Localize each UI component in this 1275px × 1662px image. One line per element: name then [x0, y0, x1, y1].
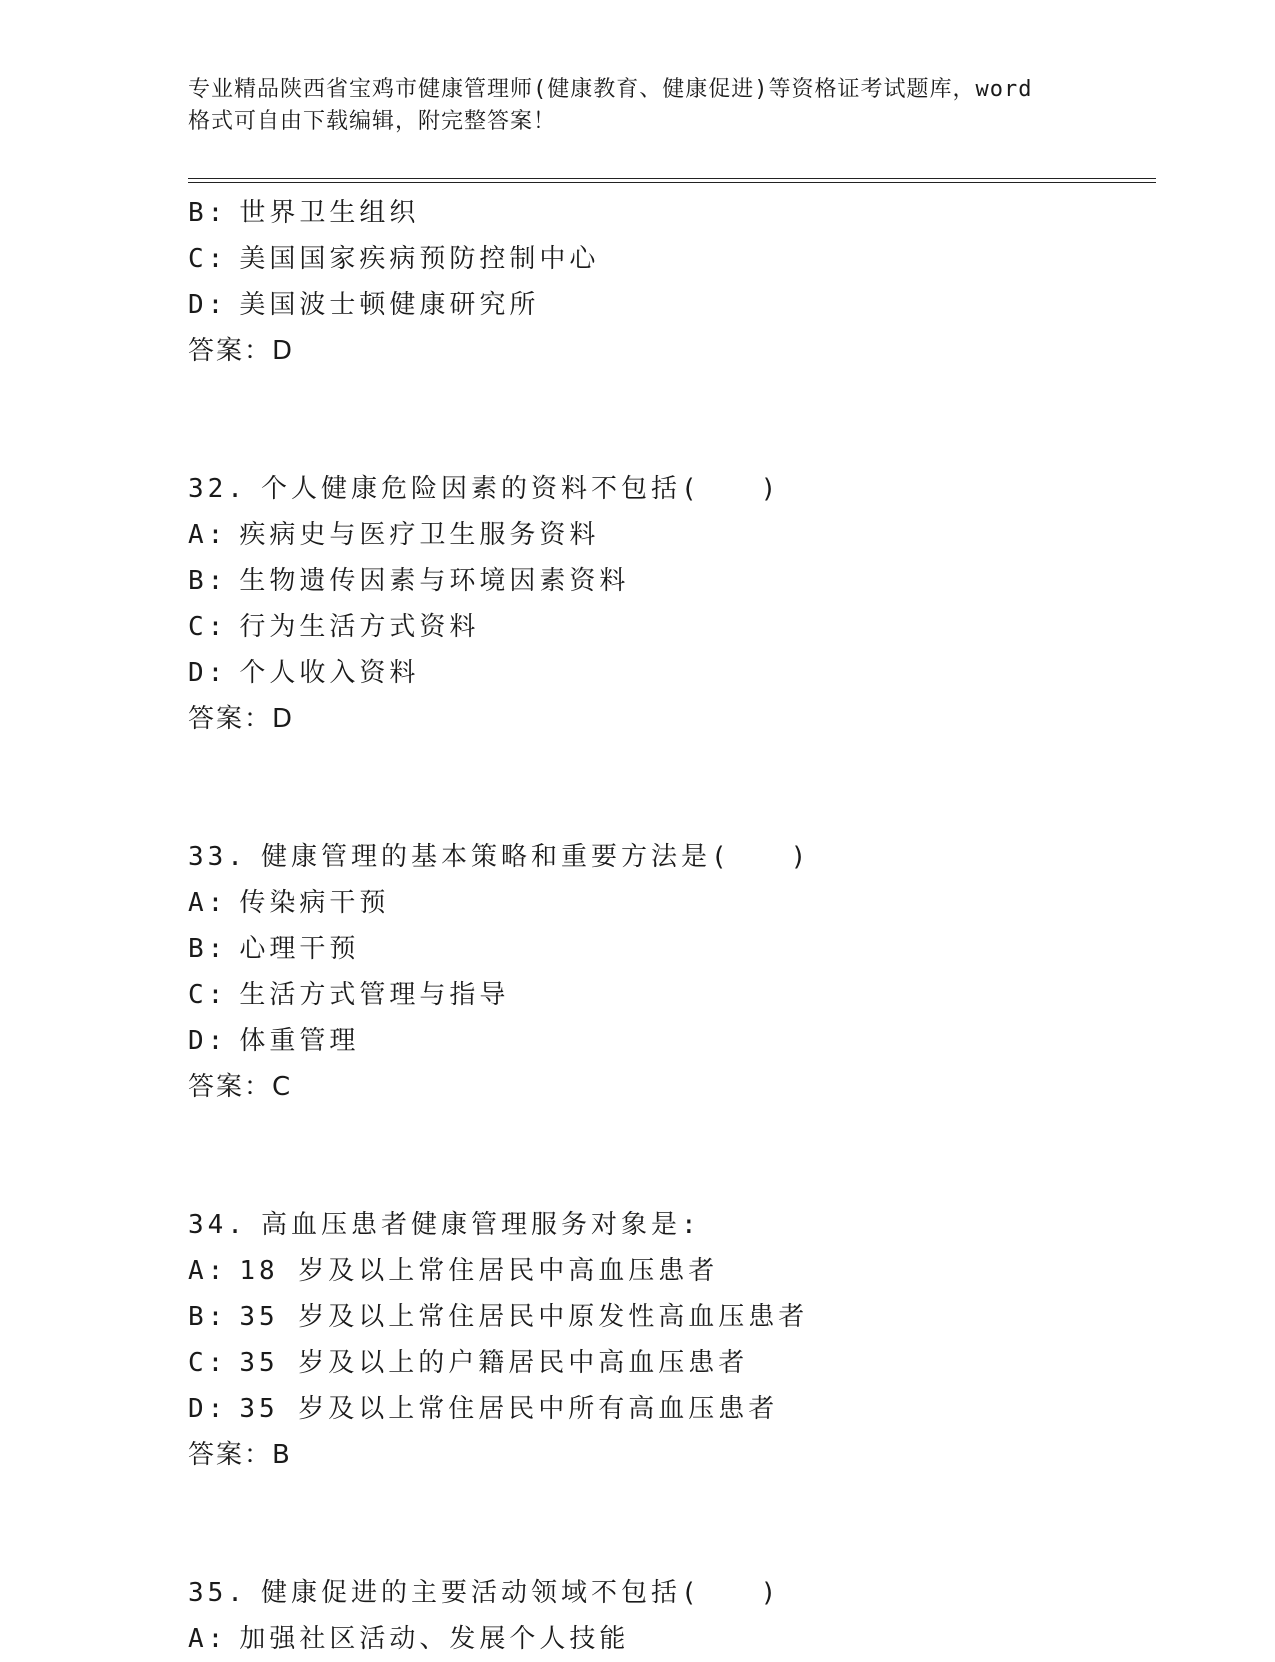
- option-key: D:: [188, 1394, 228, 1424]
- answer-label: 答案：: [188, 1072, 273, 1102]
- option-c: [188, 236, 1156, 282]
- option-b: [188, 926, 1156, 972]
- option-c: [188, 1340, 1156, 1386]
- option-key: C:: [188, 244, 228, 274]
- option-text: 美国国家疾病预防控制中心: [239, 244, 600, 274]
- spacer: [188, 1110, 1156, 1202]
- question-stem: [188, 466, 1156, 512]
- header-line-1: 专业精品陕西省宝鸡市健康管理师(健康教育、健康促进)等资格证考试题库，word: [188, 77, 1033, 102]
- option-text: 个人收入资料: [239, 658, 420, 688]
- question-34: [188, 1202, 1156, 1478]
- option-key: B:: [188, 934, 228, 964]
- option-key: A:: [188, 1256, 228, 1286]
- option-key: B:: [188, 566, 228, 596]
- question-35: [188, 1570, 1156, 1662]
- question-32: [188, 466, 1156, 742]
- answer-value: D: [272, 336, 295, 366]
- header-line-2: 格式可自由下载编辑，附完整答案！: [188, 109, 557, 134]
- option-c: [188, 972, 1156, 1018]
- option-key: B:: [188, 1302, 228, 1332]
- option-text: 35 岁及以上常住居民中原发性高血压患者: [239, 1302, 809, 1332]
- question-number: 33.: [188, 842, 247, 872]
- option-c: [188, 604, 1156, 650]
- option-text: 世界卫生组织: [239, 198, 420, 228]
- option-text: 传染病干预: [239, 888, 390, 918]
- question-text: 高血压患者健康管理服务对象是:: [260, 1210, 701, 1240]
- question-stem: [188, 1202, 1156, 1248]
- option-text: 生活方式管理与指导: [239, 980, 510, 1010]
- answer-value: D: [272, 704, 295, 734]
- option-d: [188, 282, 1156, 328]
- option-d: [188, 1386, 1156, 1432]
- option-text: 体重管理: [239, 1026, 360, 1056]
- option-d: [188, 650, 1156, 696]
- answer-value: C: [272, 1072, 293, 1102]
- option-key: A:: [188, 888, 228, 918]
- answer-line: [188, 1432, 1156, 1478]
- option-text: 美国波士顿健康研究所: [239, 290, 540, 320]
- option-text: 行为生活方式资料: [239, 612, 480, 642]
- option-b: [188, 1294, 1156, 1340]
- answer-line: [188, 1064, 1156, 1110]
- question-stem: [188, 834, 1156, 880]
- spacer: [188, 742, 1156, 834]
- answer-label: 答案：: [188, 336, 273, 366]
- option-text: 疾病史与医疗卫生服务资料: [239, 520, 600, 550]
- question-stem: [188, 1570, 1156, 1616]
- option-text: 生物遗传因素与环境因素资料: [239, 566, 630, 596]
- answer-value: B: [272, 1440, 292, 1470]
- question-33: [188, 834, 1156, 1110]
- option-key: D:: [188, 658, 228, 688]
- answer-label: 答案：: [188, 1440, 273, 1470]
- document-header: [188, 74, 1088, 138]
- option-key: C:: [188, 612, 228, 642]
- question-list: [188, 190, 1156, 1662]
- option-a: [188, 1616, 1156, 1662]
- answer-line: [188, 696, 1156, 742]
- spacer: [188, 374, 1156, 466]
- question-text: 健康促进的主要活动领域不包括( ): [260, 1578, 781, 1608]
- option-key: D:: [188, 1026, 228, 1056]
- spacer: [188, 1478, 1156, 1570]
- option-b: [188, 190, 1156, 236]
- option-a: [188, 512, 1156, 558]
- question-text: 健康管理的基本策略和重要方法是( ): [260, 842, 811, 872]
- option-text: 心理干预: [239, 934, 360, 964]
- question-number: 34.: [188, 1210, 247, 1240]
- option-key: B:: [188, 198, 228, 228]
- option-b: [188, 558, 1156, 604]
- question-31-continued: [188, 190, 1156, 374]
- option-key: C:: [188, 980, 228, 1010]
- answer-label: 答案：: [188, 704, 273, 734]
- header-divider: [188, 178, 1156, 183]
- option-text: 加强社区活动、发展个人技能: [239, 1624, 630, 1654]
- option-text: 18 岁及以上常住居民中高血压患者: [239, 1256, 719, 1286]
- question-text: 个人健康危险因素的资料不包括( ): [260, 474, 781, 504]
- question-number: 32.: [188, 474, 247, 504]
- question-number: 35.: [188, 1578, 247, 1608]
- option-d: [188, 1018, 1156, 1064]
- option-key: C:: [188, 1348, 228, 1378]
- option-text: 35 岁及以上的户籍居民中高血压患者: [239, 1348, 749, 1378]
- answer-line: [188, 328, 1156, 374]
- option-a: [188, 880, 1156, 926]
- option-key: A:: [188, 1624, 228, 1654]
- option-text: 35 岁及以上常住居民中所有高血压患者: [239, 1394, 779, 1424]
- option-key: A:: [188, 520, 228, 550]
- option-a: [188, 1248, 1156, 1294]
- option-key: D:: [188, 290, 228, 320]
